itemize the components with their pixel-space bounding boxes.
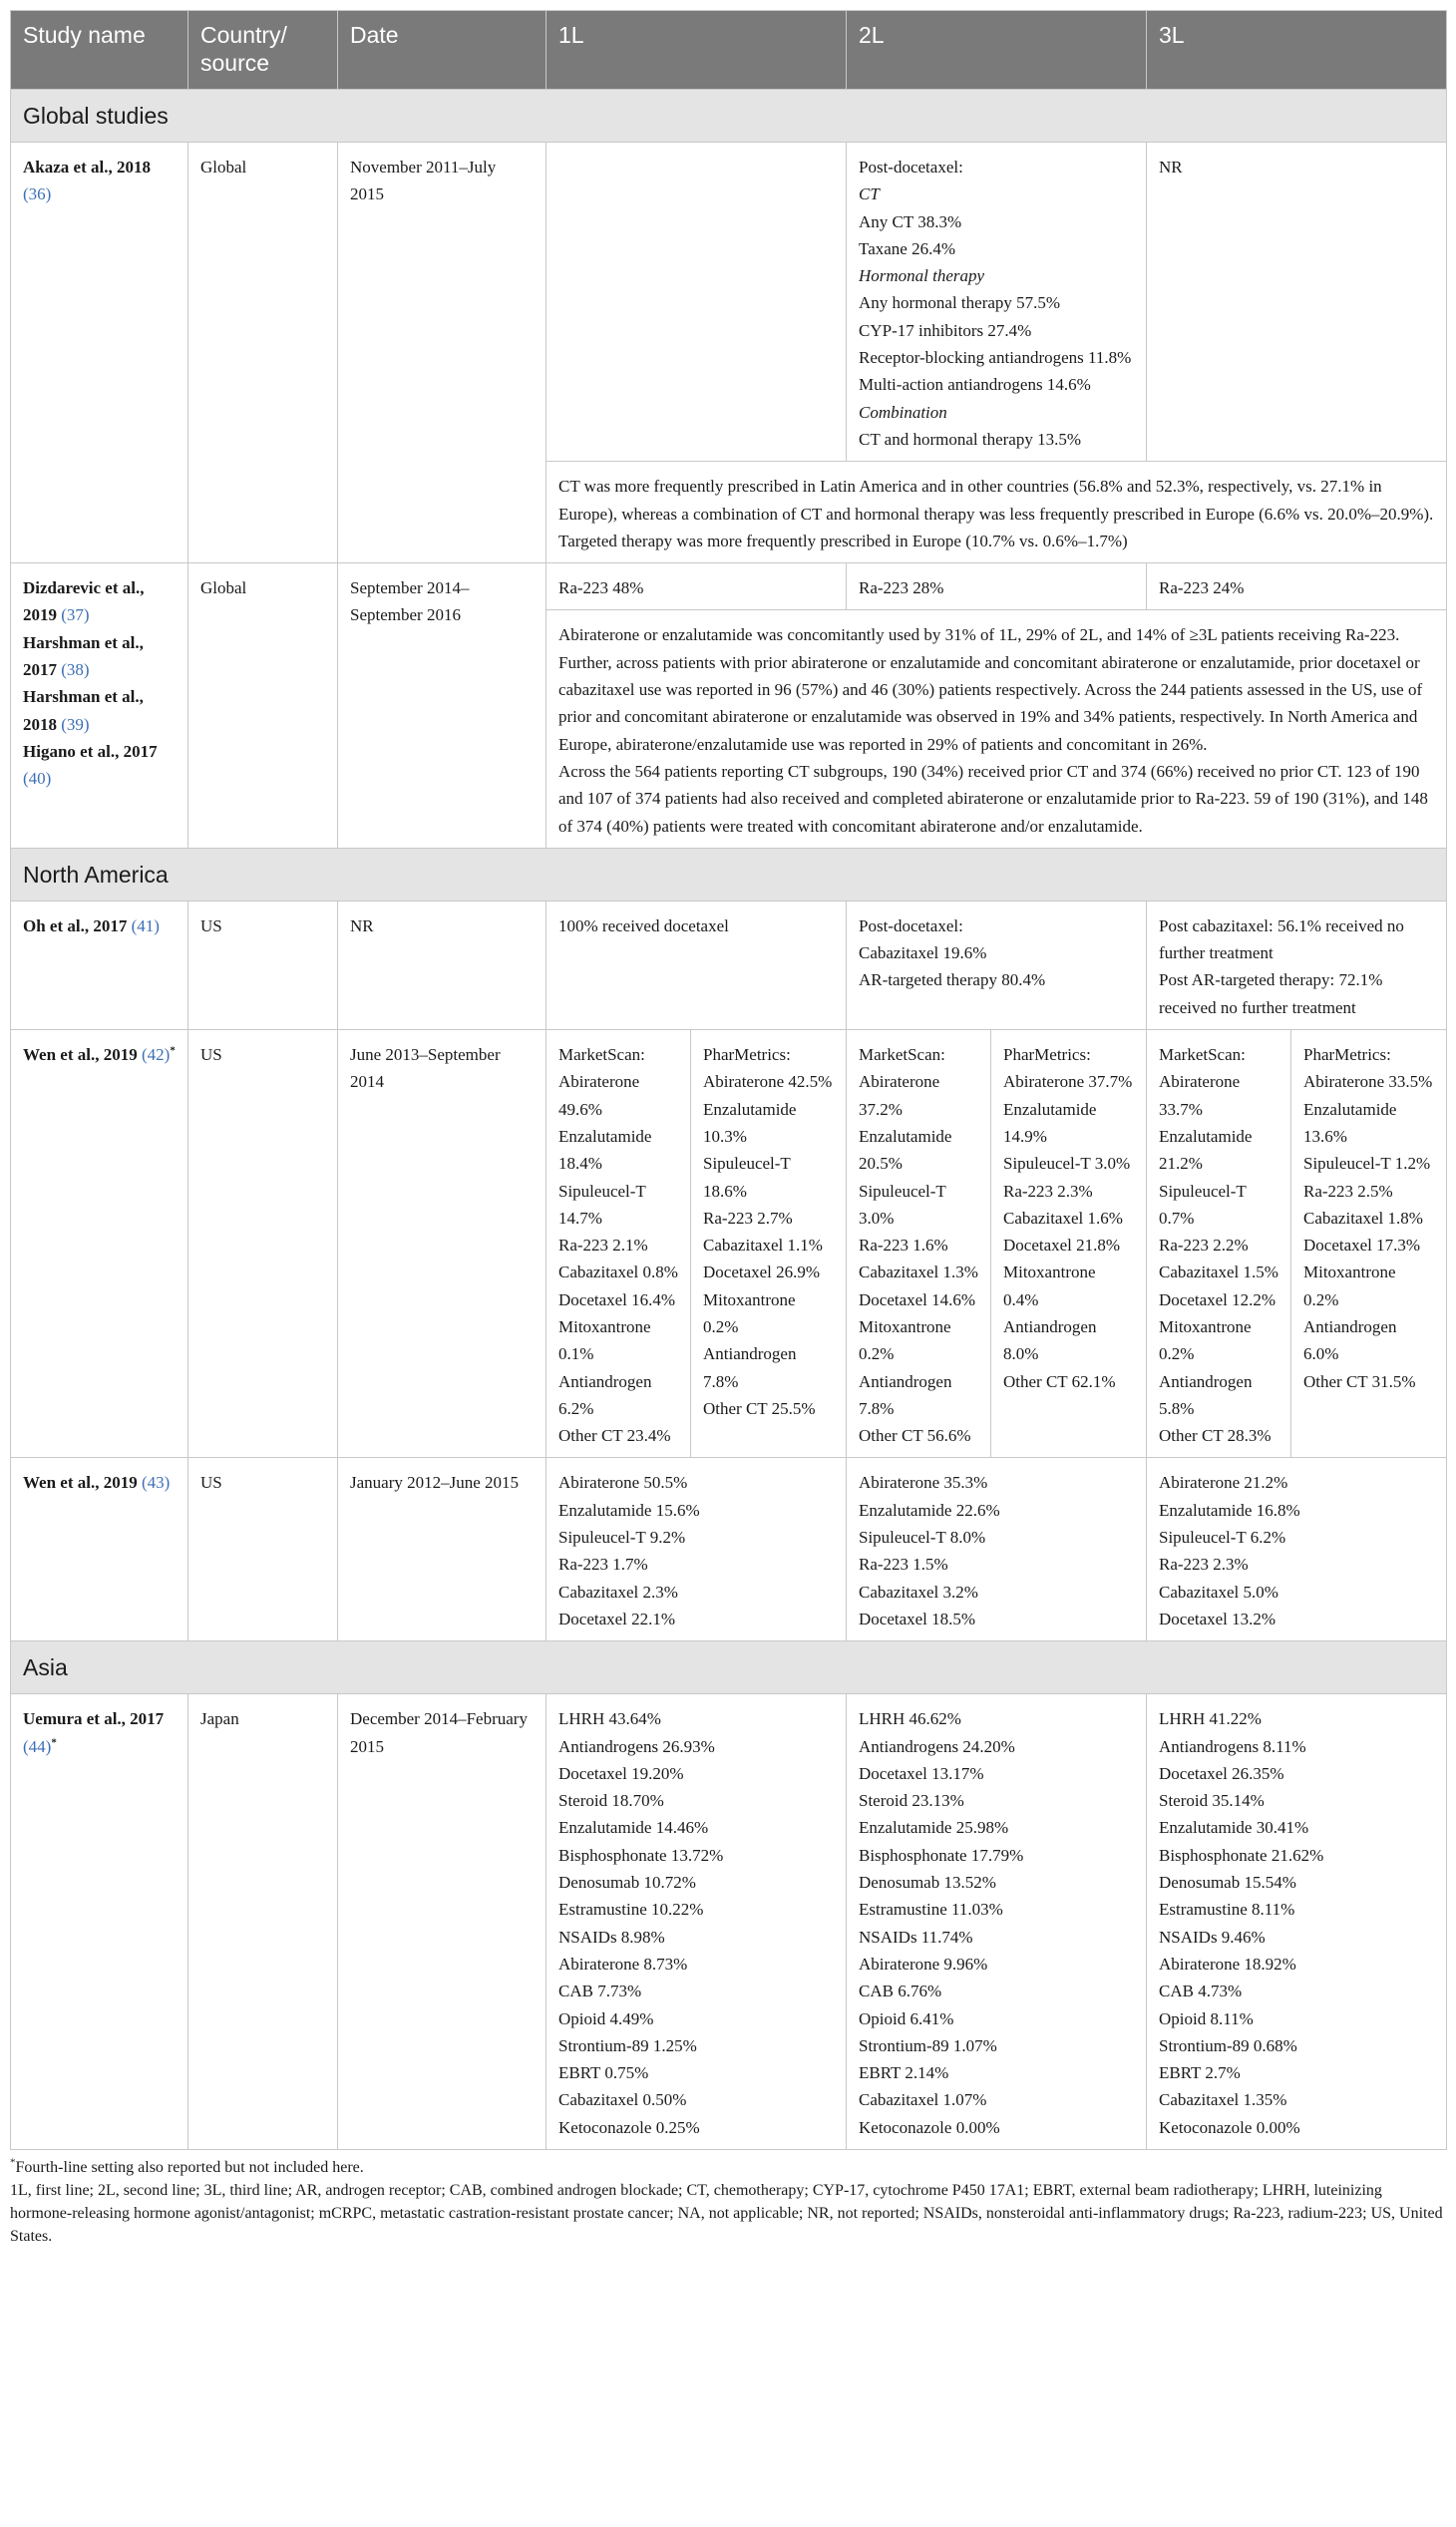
cell-line: Other CT 28.3% bbox=[1159, 1426, 1272, 1446]
cell-line: Abiraterone 37.2% bbox=[859, 1072, 940, 1119]
cell-line: Steroid 18.70% bbox=[558, 1791, 664, 1811]
section-title: North America bbox=[11, 848, 1447, 901]
study-name-text: Harshman et al., 2018 bbox=[23, 687, 144, 734]
line1-cell bbox=[546, 1694, 847, 2150]
cell-line: Other CT 56.6% bbox=[859, 1426, 971, 1446]
study-name bbox=[11, 143, 188, 563]
cell-line: Abiraterone 21.2% bbox=[1159, 1473, 1288, 1493]
cell-line: Abiraterone 33.7% bbox=[1159, 1072, 1241, 1119]
cell-line: Any hormonal therapy 57.5% bbox=[859, 293, 1061, 313]
table-row bbox=[11, 563, 1447, 610]
study-name-text: Higano et al., 2017 bbox=[23, 741, 158, 761]
cell-line: Post-docetaxel: bbox=[859, 158, 963, 177]
cell-line: LHRH 46.62% bbox=[859, 1709, 961, 1729]
cell-line: Abiraterone 33.5% bbox=[1303, 1072, 1433, 1092]
cell-line: Docetaxel 14.6% bbox=[859, 1289, 976, 1309]
cell-line: Antiandrogens 26.93% bbox=[558, 1736, 715, 1756]
cell-line: Cabazitaxel 1.35% bbox=[1159, 2090, 1287, 2110]
cell-line: Steroid 23.13% bbox=[859, 1791, 964, 1811]
line3-cell bbox=[1147, 1694, 1447, 2150]
line3-pharmetrics-cell bbox=[1291, 1030, 1447, 1458]
cell-line: Other CT 25.5% bbox=[703, 1398, 816, 1418]
cell-line: Sipuleucel-T 3.0% bbox=[859, 1181, 946, 1228]
footnote-abbreviations: 1L, first line; 2L, second line; 3L, third line; AR, androgen receptor; CAB, combined androgen blockade; CT, chemotherapy; CYP-17, cytochrome P450 17A1; EBRT, external beam radiotherapy; LHRH, luteinizing hormone-releasing hormone agonist/antagonist; mCRPC, metastatic castration-resistant prostate cancer; NA, not applicable; NR, not reported; NSAIDs, nonsteroidal anti-inflammatory drugs; Ra-223, radium-223; US, United States. bbox=[10, 2182, 1443, 2245]
reference-link[interactable]: (41) bbox=[131, 915, 160, 935]
study-name-text: Dizdarevic et al., 2019 bbox=[23, 578, 145, 625]
line1-cell bbox=[546, 1458, 847, 1641]
cell-line: Enzalutamide 21.2% bbox=[1159, 1126, 1253, 1174]
cell-line: Mitoxantrone 0.2% bbox=[859, 1316, 951, 1364]
note-paragraph: Across the 564 patients reporting CT subgroups, 190 (34%) received prior CT and 374 (66%) received no prior CT. 123 of 190 and 107 of 374 patients had also received and completed abiraterone or enzalutamide prior to Ra-223. 59 of 190 (31%), and 148 of 374 (40%) patients were treated with concomitant abiraterone and/or enzalutamide. bbox=[558, 761, 1428, 836]
cell-line: Estramustine 10.22% bbox=[558, 1900, 704, 1920]
cell-line: Abiraterone 42.5% bbox=[703, 1072, 833, 1092]
cell-line: Ra-223 1.7% bbox=[558, 1555, 648, 1575]
cell-line: Other CT 62.1% bbox=[1003, 1371, 1116, 1391]
cell-line: Ra-223 2.5% bbox=[1303, 1181, 1393, 1201]
cell-line: CT and hormonal therapy 13.5% bbox=[859, 429, 1082, 449]
country-cell: US bbox=[188, 1458, 338, 1641]
line2-cell bbox=[847, 1694, 1147, 2150]
cell-line: MarketScan: bbox=[859, 1045, 945, 1065]
cell-line: Sipuleucel-T 18.6% bbox=[703, 1154, 791, 1201]
cell-line: Bisphosphonate 13.72% bbox=[558, 1845, 724, 1865]
cell-line: Cabazitaxel 2.3% bbox=[558, 1582, 678, 1602]
section-row-global bbox=[11, 90, 1447, 143]
cell-line: Strontium-89 1.25% bbox=[558, 2035, 697, 2055]
cell-line: Sipuleucel-T 0.7% bbox=[1159, 1181, 1247, 1228]
cell-line: Ketoconazole 0.00% bbox=[859, 2117, 1000, 2137]
cell-line: Cabazitaxel 1.1% bbox=[703, 1236, 823, 1256]
cell-line: Cabazitaxel 19.6% bbox=[859, 943, 987, 963]
date-cell: January 2012–June 2015 bbox=[338, 1458, 546, 1641]
table-row bbox=[11, 1458, 1447, 1641]
note-cell: CT was more frequently prescribed in Latin America and in other countries (56.8% and 52.3%, respectively, vs. 27.1% in Europe), whereas a combination of CT and hormonal therapy was less frequently prescribed in Europe (6.6% vs. 20.0%–20.9%). Targeted therapy was more frequently prescribed in Europe (10.7% vs. 0.6%–1.7%) bbox=[546, 462, 1447, 563]
cell-line: Taxane 26.4% bbox=[859, 238, 955, 258]
cell-line: Opioid 8.11% bbox=[1159, 2008, 1254, 2028]
country-cell: US bbox=[188, 1030, 338, 1458]
date-cell: June 2013–September 2014 bbox=[338, 1030, 546, 1458]
cell-line: PharMetrics: bbox=[1303, 1045, 1391, 1065]
cell-line: Steroid 35.14% bbox=[1159, 1791, 1265, 1811]
cell-line: Estramustine 11.03% bbox=[859, 1900, 1003, 1920]
section-row-north-america bbox=[11, 848, 1447, 901]
cell-line: Docetaxel 13.2% bbox=[1159, 1609, 1276, 1628]
line3-cell bbox=[1147, 901, 1447, 1029]
section-title: Global studies bbox=[11, 90, 1447, 143]
line3-marketscan-cell bbox=[1147, 1030, 1291, 1458]
cell-line: Enzalutamide 25.98% bbox=[859, 1818, 1009, 1838]
header-study-name: Study name bbox=[11, 11, 188, 90]
study-name bbox=[11, 1030, 188, 1458]
cell-line: PharMetrics: bbox=[1003, 1045, 1091, 1065]
cell-line: Denosumab 10.72% bbox=[558, 1873, 696, 1893]
cell-line: Post cabazitaxel: 56.1% received no further treatment bbox=[1159, 915, 1404, 963]
line1-cell bbox=[546, 143, 847, 462]
cell-line: Ketoconazole 0.00% bbox=[1159, 2117, 1300, 2137]
cell-line: Enzalutamide 18.4% bbox=[558, 1126, 652, 1174]
cell-line: Docetaxel 17.3% bbox=[1303, 1236, 1421, 1256]
footnote-text: Fourth-line setting also reported but not included here. bbox=[15, 2159, 364, 2176]
cell-line: Cabazitaxel 1.8% bbox=[1303, 1208, 1423, 1228]
study-name bbox=[11, 1458, 188, 1641]
cell-line: Cabazitaxel 3.2% bbox=[859, 1582, 978, 1602]
line2-cell bbox=[847, 901, 1147, 1029]
line2-pharmetrics-cell bbox=[991, 1030, 1147, 1458]
cell-line: Other CT 23.4% bbox=[558, 1426, 671, 1446]
cell-line: EBRT 0.75% bbox=[558, 2063, 649, 2083]
footnote-marker: * bbox=[170, 1044, 176, 1057]
header-2l: 2L bbox=[847, 11, 1147, 90]
cell-line: Antiandrogen 6.2% bbox=[558, 1371, 652, 1418]
cell-line: MarketScan: bbox=[1159, 1045, 1246, 1065]
cell-line: Cabazitaxel 0.8% bbox=[558, 1263, 678, 1282]
cell-line: Antiandrogen 7.8% bbox=[859, 1371, 952, 1418]
cell-line: Sipuleucel-T 14.7% bbox=[558, 1181, 646, 1228]
cell-line: Antiandrogens 8.11% bbox=[1159, 1736, 1306, 1756]
cell-line: Enzalutamide 20.5% bbox=[859, 1126, 952, 1174]
cell-line: Estramustine 8.11% bbox=[1159, 1900, 1295, 1920]
cell-line: Denosumab 15.54% bbox=[1159, 1873, 1296, 1893]
header-country: Country/ source bbox=[188, 11, 338, 90]
study-name bbox=[11, 901, 188, 1029]
header-1l: 1L bbox=[546, 11, 847, 90]
table-row bbox=[11, 143, 1447, 462]
cell-line: CAB 7.73% bbox=[558, 1982, 642, 2001]
date-cell: November 2011–July 2015 bbox=[338, 143, 546, 563]
date-cell: September 2014–September 2016 bbox=[338, 563, 546, 849]
cell-line: Abiraterone 9.96% bbox=[859, 1954, 988, 1974]
cell-line: Abiraterone 8.73% bbox=[558, 1954, 688, 1974]
cell-line: Ra-223 2.1% bbox=[558, 1236, 648, 1256]
cell-line: Antiandrogen 8.0% bbox=[1003, 1316, 1097, 1364]
cell-line: LHRH 43.64% bbox=[558, 1709, 661, 1729]
line2-marketscan-cell bbox=[847, 1030, 991, 1458]
cell-line: Enzalutamide 15.6% bbox=[558, 1500, 700, 1520]
cell-line: Docetaxel 13.17% bbox=[859, 1763, 984, 1783]
cell-line: Ra-223 1.6% bbox=[859, 1236, 948, 1256]
cell-line: Docetaxel 12.2% bbox=[1159, 1289, 1276, 1309]
cell-line: Abiraterone 35.3% bbox=[859, 1473, 988, 1493]
cell-subheading: Combination bbox=[859, 402, 947, 422]
cell-line: Antiandrogens 24.20% bbox=[859, 1736, 1015, 1756]
cell-line: Enzalutamide 14.9% bbox=[1003, 1099, 1097, 1146]
cell-line: Enzalutamide 10.3% bbox=[703, 1099, 797, 1146]
cell-line: AR-targeted therapy 80.4% bbox=[859, 970, 1046, 990]
study-name-text: Wen et al., 2019 bbox=[23, 1473, 138, 1493]
study-name-text: Uemura et al., 2017 bbox=[23, 1709, 165, 1729]
cell-line: Bisphosphonate 17.79% bbox=[859, 1845, 1024, 1865]
footnote-marker: * bbox=[10, 2156, 16, 2169]
header-row bbox=[11, 11, 1447, 90]
cell-line: Enzalutamide 14.46% bbox=[558, 1818, 709, 1838]
reference-link[interactable]: (36) bbox=[23, 184, 52, 204]
cell-line: Sipuleucel-T 9.2% bbox=[558, 1528, 686, 1548]
cell-line: Antiandrogen 7.8% bbox=[703, 1344, 797, 1391]
line2-cell: Ra-223 28% bbox=[847, 563, 1147, 610]
cell-line: EBRT 2.7% bbox=[1159, 2063, 1241, 2083]
cell-line: Docetaxel 26.9% bbox=[703, 1263, 821, 1282]
cell-line: Abiraterone 50.5% bbox=[558, 1473, 688, 1493]
cell-line: Enzalutamide 22.6% bbox=[859, 1500, 1000, 1520]
line2-cell bbox=[847, 1458, 1147, 1641]
study-name bbox=[11, 563, 188, 849]
study-name-text: Oh et al., 2017 bbox=[23, 915, 128, 935]
cell-line: LHRH 41.22% bbox=[1159, 1709, 1262, 1729]
cell-line: Receptor-blocking antiandrogens 11.8% bbox=[859, 348, 1132, 368]
cell-line: Docetaxel 21.8% bbox=[1003, 1236, 1121, 1256]
cell-line: Any CT 38.3% bbox=[859, 211, 962, 231]
cell-line: Sipuleucel-T 1.2% bbox=[1303, 1154, 1431, 1174]
date-cell: NR bbox=[338, 901, 546, 1029]
line1-cell: 100% received docetaxel bbox=[546, 901, 847, 1029]
cell-line: Sipuleucel-T 8.0% bbox=[859, 1528, 986, 1548]
cell-line: Multi-action antiandrogens 14.6% bbox=[859, 375, 1091, 395]
cell-line: Docetaxel 18.5% bbox=[859, 1609, 976, 1628]
cell-line: Strontium-89 0.68% bbox=[1159, 2035, 1297, 2055]
line1-cell: Ra-223 48% bbox=[546, 563, 847, 610]
cell-line: Cabazitaxel 5.0% bbox=[1159, 1582, 1278, 1602]
cell-line: Cabazitaxel 1.6% bbox=[1003, 1208, 1123, 1228]
table-row bbox=[11, 901, 1447, 1029]
line1-pharmetrics-cell bbox=[691, 1030, 847, 1458]
country-cell: Japan bbox=[188, 1694, 338, 2150]
cell-line: Mitoxantrone 0.1% bbox=[558, 1316, 651, 1364]
study-name-text: Harshman et al., 2017 bbox=[23, 632, 144, 680]
treatment-sequence-table bbox=[10, 10, 1447, 2150]
cell-line: Ra-223 2.3% bbox=[1003, 1181, 1093, 1201]
cell-line: CYP-17 inhibitors 27.4% bbox=[859, 320, 1032, 340]
table-row bbox=[11, 1694, 1447, 2150]
cell-line: Sipuleucel-T 6.2% bbox=[1159, 1528, 1286, 1548]
cell-line: Enzalutamide 30.41% bbox=[1159, 1818, 1309, 1838]
cell-line: NSAIDs 9.46% bbox=[1159, 1927, 1266, 1947]
cell-line: Ketoconazole 0.25% bbox=[558, 2117, 700, 2137]
cell-line: NSAIDs 8.98% bbox=[558, 1927, 665, 1947]
study-name bbox=[11, 1694, 188, 2150]
cell-line: Antiandrogen 5.8% bbox=[1159, 1371, 1253, 1418]
reference-link[interactable]: (43) bbox=[142, 1473, 171, 1493]
cell-line: CAB 4.73% bbox=[1159, 1982, 1243, 2001]
line1-marketscan-cell bbox=[546, 1030, 691, 1458]
cell-line: Ra-223 2.2% bbox=[1159, 1236, 1249, 1256]
cell-line: Mitoxantrone 0.2% bbox=[1303, 1263, 1396, 1309]
cell-line: EBRT 2.14% bbox=[859, 2063, 949, 2083]
cell-line: Docetaxel 19.20% bbox=[558, 1763, 684, 1783]
cell-line: Abiraterone 18.92% bbox=[1159, 1954, 1296, 1974]
cell-line: Strontium-89 1.07% bbox=[859, 2035, 997, 2055]
reference-link[interactable]: (38) bbox=[61, 660, 90, 680]
line2-cell bbox=[847, 143, 1147, 462]
cell-line: MarketScan: bbox=[558, 1045, 645, 1065]
cell-line: Bisphosphonate 21.62% bbox=[1159, 1845, 1324, 1865]
reference-link[interactable]: (42) bbox=[142, 1045, 171, 1065]
cell-subheading: CT bbox=[859, 184, 880, 204]
cell-line: Denosumab 13.52% bbox=[859, 1873, 996, 1893]
cell-line: Opioid 4.49% bbox=[558, 2008, 654, 2028]
section-title: Asia bbox=[11, 1641, 1447, 1694]
cell-line: Docetaxel 22.1% bbox=[558, 1609, 676, 1628]
study-name-text: Wen et al., 2019 bbox=[23, 1045, 138, 1065]
country-cell: Global bbox=[188, 563, 338, 849]
table-footnotes bbox=[10, 2156, 1446, 2248]
reference-link[interactable]: (37) bbox=[61, 605, 90, 625]
cell-line: Docetaxel 26.35% bbox=[1159, 1763, 1284, 1783]
cell-line: Abiraterone 49.6% bbox=[558, 1072, 640, 1119]
reference-link[interactable]: (44) bbox=[23, 1736, 52, 1756]
cell-line: Opioid 6.41% bbox=[859, 2008, 954, 2028]
note-cell bbox=[546, 610, 1447, 848]
table-row bbox=[11, 1030, 1447, 1458]
line3-cell: NR bbox=[1147, 143, 1447, 462]
line3-cell: Ra-223 24% bbox=[1147, 563, 1447, 610]
cell-line: Enzalutamide 16.8% bbox=[1159, 1500, 1300, 1520]
country-cell: Global bbox=[188, 143, 338, 563]
cell-line: CAB 6.76% bbox=[859, 1982, 942, 2001]
footnote-star bbox=[10, 2156, 1446, 2179]
cell-line: Ra-223 1.5% bbox=[859, 1555, 948, 1575]
header-3l: 3L bbox=[1147, 11, 1447, 90]
cell-line: Mitoxantrone 0.2% bbox=[1159, 1316, 1252, 1364]
cell-line: NSAIDs 11.74% bbox=[859, 1927, 973, 1947]
line3-cell bbox=[1147, 1458, 1447, 1641]
cell-line: Antiandrogen 6.0% bbox=[1303, 1316, 1397, 1364]
cell-line: Mitoxantrone 0.2% bbox=[703, 1289, 796, 1336]
reference-link[interactable]: (39) bbox=[61, 714, 90, 734]
note-paragraph: Abiraterone or enzalutamide was concomitantly used by 31% of 1L, 29% of 2L, and 14% of ≥3L patients receiving Ra-223. Further, across patients with prior abiraterone or enzalutamide and concomitant abiraterone or enzalutamide, prior docetaxel or cabazitaxel use was reported in 96 (57%) and 46 (30%) patients respectively. Across the 244 patients assessed in the US, use of prior and concomitant abiraterone or enzalutamide was observed in 19% and 34% patients, respectively. In North America and Europe, abiraterone/enzalutamide use was reported in 29% of patients and concomitant in 26%. bbox=[558, 625, 1423, 754]
cell-line: Other CT 31.5% bbox=[1303, 1371, 1416, 1391]
cell-line: Cabazitaxel 1.5% bbox=[1159, 1263, 1278, 1282]
table-container bbox=[10, 10, 1446, 2248]
cell-line: Sipuleucel-T 3.0% bbox=[1003, 1154, 1131, 1174]
study-name-text: Akaza et al., 2018 bbox=[23, 158, 151, 177]
footnote-marker: * bbox=[51, 1735, 57, 1748]
cell-line: Cabazitaxel 1.07% bbox=[859, 2090, 987, 2110]
section-row-asia bbox=[11, 1641, 1447, 1694]
cell-line: Abiraterone 37.7% bbox=[1003, 1072, 1133, 1092]
date-cell: December 2014–February 2015 bbox=[338, 1694, 546, 2150]
cell-line: Cabazitaxel 1.3% bbox=[859, 1263, 978, 1282]
cell-line: Ra-223 2.7% bbox=[703, 1208, 793, 1228]
cell-line: Docetaxel 16.4% bbox=[558, 1289, 676, 1309]
country-cell: US bbox=[188, 901, 338, 1029]
cell-line: Ra-223 2.3% bbox=[1159, 1555, 1249, 1575]
cell-line: PharMetrics: bbox=[703, 1045, 791, 1065]
cell-line: Cabazitaxel 0.50% bbox=[558, 2090, 687, 2110]
cell-line: Post-docetaxel: bbox=[859, 915, 963, 935]
cell-subheading: Hormonal therapy bbox=[859, 266, 985, 286]
cell-line: Enzalutamide 13.6% bbox=[1303, 1099, 1397, 1146]
reference-link[interactable]: (40) bbox=[23, 769, 52, 789]
cell-line: Post AR-targeted therapy: 72.1% received no further treatment bbox=[1159, 970, 1383, 1017]
cell-line: Mitoxantrone 0.4% bbox=[1003, 1263, 1096, 1309]
header-date: Date bbox=[338, 11, 546, 90]
